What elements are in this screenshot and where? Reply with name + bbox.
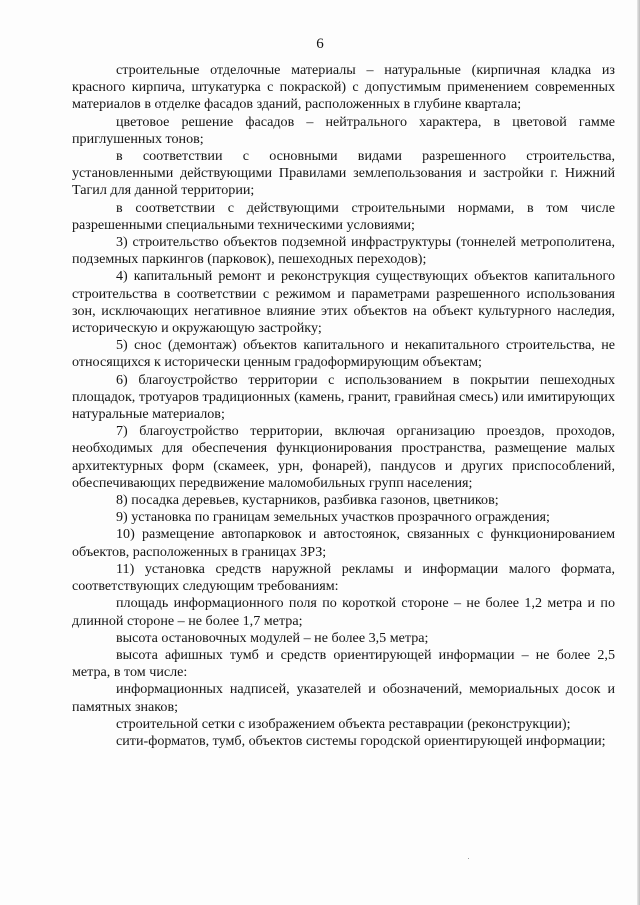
- paragraph-item-5: 5) снос (демонтаж) объектов капитального и некапитального строительства, не относящихся к исторически ценным градоформирующим объектам;: [72, 337, 615, 371]
- paragraph-item-7: 7) благоустройство территории, включая организацию проездов, проходов, необходимых для обеспечения функционирования пространства, размещение малых архитектурных форм (скамеек, урн, фонарей), пандусов и других приспособлений, обеспечивающих передвижение маломобильных групп населения;: [72, 423, 615, 491]
- paragraph-item-9: 9) установка по границам земельных участков прозрачного ограждения;: [116, 509, 550, 526]
- paragraph-item-3: 3) строительство объектов подземной инфраструктуры (тоннелей метрополитена, подземных паркингов (парковок), пешеходных переходов);: [72, 234, 615, 268]
- document-body: [72, 62, 615, 750]
- paragraph-finishing-materials: строительные отделочные материалы – натуральные (кирпичная кладка из красного кирпича, штукатурка с покраской) с допустимым применением современных материалов в отделке фасадов зданий, расположенных в глубине квартала;: [72, 62, 615, 113]
- paragraph-land-use-rules: в соответствии с основными видами разрешенного строительства, установленными действующими Правилами землепользования и застройки г. Нижний Тагил для данной территории;: [72, 148, 615, 199]
- scan-speck: [468, 858, 469, 859]
- paragraph-info-field-area: площадь информационного поля по короткой стороне – не более 1,2 метра и по длинной стороне – не более 1,7 метра;: [72, 595, 615, 629]
- paragraph-item-11: 11) установка средств наружной рекламы и информации малого формата, соответствующих следующим требованиям:: [72, 560, 615, 595]
- paragraph-item-4: 4) капитальный ремонт и реконструкция существующих объектов капитального строительства в соответствии с режимом и параметрами разрешенного использования зон, исключающих негативное влияние этих объектов на объект культурного наследия, историческую и окружающую застройку;: [72, 268, 615, 337]
- paragraph-item-6: 6) благоустройство территории с использованием в покрытии пешеходных площадок, тротуаров традиционных (камень, гранит, гравийная смесь) или имитирующих натуральные материалов;: [72, 371, 615, 423]
- page-number: 6: [316, 36, 324, 52]
- paragraph-poster-height: высота афишных тумб и средств ориентирующей информации – не более 2,5 метра, в том числе:: [72, 646, 615, 681]
- paragraph-city-formats: сити-форматов, тумб, объектов системы городской ориентирующей информации;: [116, 732, 606, 749]
- paragraph-construction-mesh: строительной сетки с изображением объекта реставрации (реконструкции);: [116, 715, 571, 732]
- paragraph-building-norms: в соответствии с действующими строительными нормами, в том числе разрешенными специальными техническими условиями;: [72, 199, 615, 233]
- paragraph-stop-module-height: высота остановочных модулей – не более 3,5 метра;: [116, 629, 429, 646]
- paragraph-info-signs: информационных надписей, указателей и обозначений, мемориальных досок и памятных знаков;: [72, 681, 615, 715]
- paragraph-item-8: 8) посадка деревьев, кустарников, разбивка газонов, цветников;: [116, 492, 499, 509]
- paragraph-facade-color: цветовое решение фасадов – нейтрального характера, в цветовой гамме приглушенных тонов;: [72, 113, 615, 147]
- paragraph-item-10: 10) размещение автопарковок и автостоянок, связанных с функционированием объектов, расположенных в границах ЗРЗ;: [72, 526, 615, 560]
